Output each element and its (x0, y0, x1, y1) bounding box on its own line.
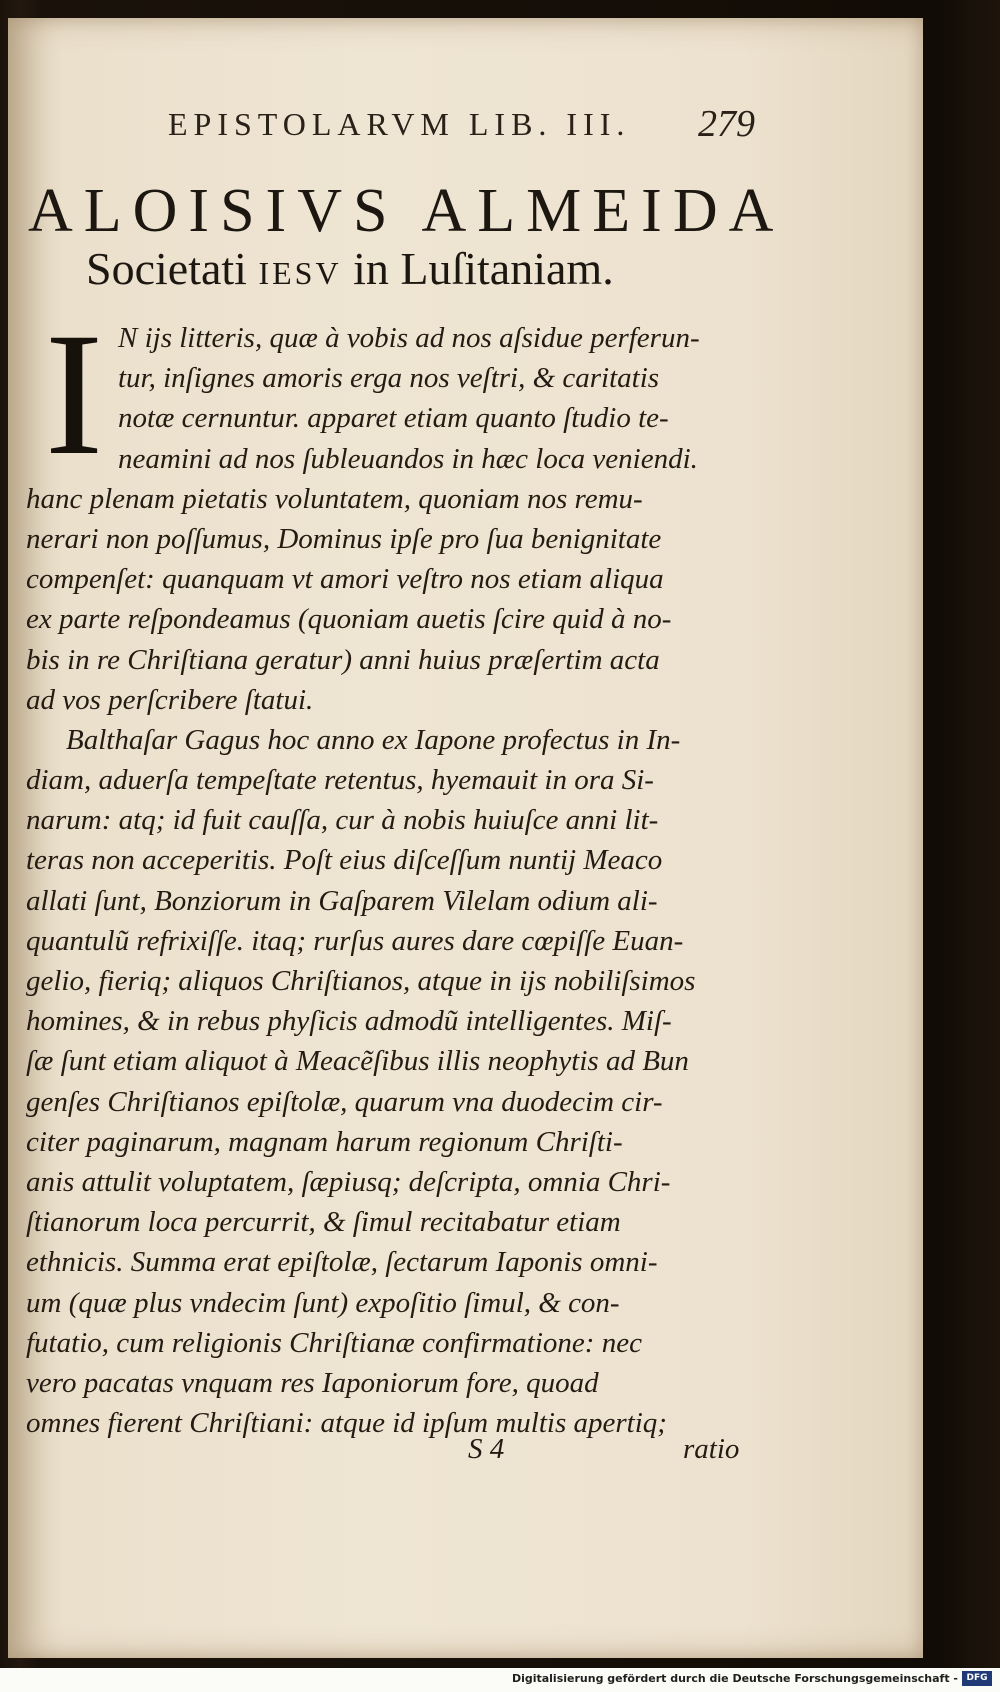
book-page (8, 18, 923, 1658)
text-line: tur, inſignes amoris erga nos veſtri, & caritatis (118, 362, 660, 395)
text-line: ſtianorum loca percurrit, & ſimul recitabatur etiam (26, 1206, 621, 1239)
text-line: futatio, cum religionis Chriſtianæ confirmatione: nec (26, 1326, 642, 1359)
text-line: compenſet: quanquam vt amori veſtro nos etiam aliqua (26, 563, 664, 596)
text-line: omnes fierent Chriſtiani: atque id ipſum multis apertiq; (26, 1407, 667, 1440)
text-line: citer paginarum, magnam harum regionum Chriſti- (26, 1125, 623, 1158)
text-line: nerari non poſſumus, Dominus ipſe pro ſua benignitate (26, 522, 662, 555)
dfg-logo: DFG (962, 1671, 992, 1686)
title-line-2-pre: Societati (86, 243, 259, 294)
text-line: hanc plenam pietatis voluntatem, quoniam nos remu- (26, 482, 643, 515)
text-line: gelio, fieriq; aliquos Chriſtianos, atque in ijs nobiliſsimos (26, 965, 696, 997)
text-line: ſæ ſunt etiam aliquot à Meacẽſibus illis neophytis ad Bun (26, 1045, 689, 1078)
text-line: neamini ad nos ſubleuandos in hæc loca veniendi. (118, 442, 698, 475)
text-line: homines, & in rebus phyſicis admodũ intelligentes. Miſ- (26, 1005, 672, 1038)
page-number: 279 (698, 103, 755, 145)
signature-mark: S 4 (468, 1433, 505, 1465)
text-line: ex parte reſpondeamus (quoniam auetis ſcire quid à no- (26, 603, 672, 636)
text-line: teras non acceperitis. Poſt eius diſceſſum nuntij Meaco (26, 844, 663, 877)
body-text (26, 297, 768, 1443)
running-head: EPISTOLARVM LIB. III. (168, 106, 631, 142)
title-line-2-post: in Luſitaniam. (341, 243, 614, 294)
footer-credit: Digitalisierung gefördert durch die Deutsche Forschungsgemeinschaft - (511, 1672, 958, 1685)
text-line: quantulũ refrixiſſe. itaq; rurſus aures dare cœpiſſe Euan- (26, 924, 684, 957)
text-line: notæ cernuntur. apparet etiam quanto ſtudio te- (118, 402, 669, 435)
text-line: Balthaſar Gagus hoc anno ex Iapone profectus in In- (66, 723, 681, 756)
text-line: genſes Chriſtianos epiſtolæ, quarum vna duodecim cir- (26, 1085, 663, 1118)
text-line: allati ſunt, Bonziorum in Gaſparem Vilelam odium ali- (26, 884, 658, 917)
text-line: N ijs litteris, quæ à vobis ad nos aſsidue perferun- (118, 322, 700, 354)
text-line: anis attulit voluptatem, ſæpiusq; deſcripta, omnia Chri- (26, 1165, 671, 1198)
text-line: diam, aduerſa tempeſtate retentus, hyemauit in ora Si- (26, 764, 654, 797)
catchword: ratio (683, 1433, 740, 1465)
text-line: vero pacatas vnquam res Iaponiorum fore, quoad (26, 1366, 599, 1399)
title-line-1: ALOISIVS ALMEIDA (28, 177, 785, 245)
text-line: ad vos perſcribere ſtatui. (26, 683, 314, 716)
title-line-2 (86, 242, 786, 295)
text-line: um (quæ plus vndecim ſunt) expoſitio ſimul, & con- (26, 1286, 620, 1319)
drop-initial: I (44, 297, 104, 492)
text-line: narum: atq; id fuit cauſſa, cur à nobis huiuſce anni lit- (26, 804, 659, 837)
text-line: bis in re Chriſtiana geratur) anni huius præſertim acta (26, 643, 660, 676)
text-line: ethnicis. Summa erat epiſtolæ, ſectarum Iaponis omni- (26, 1246, 658, 1279)
title-line-2-smallcaps: IESV (258, 255, 342, 291)
